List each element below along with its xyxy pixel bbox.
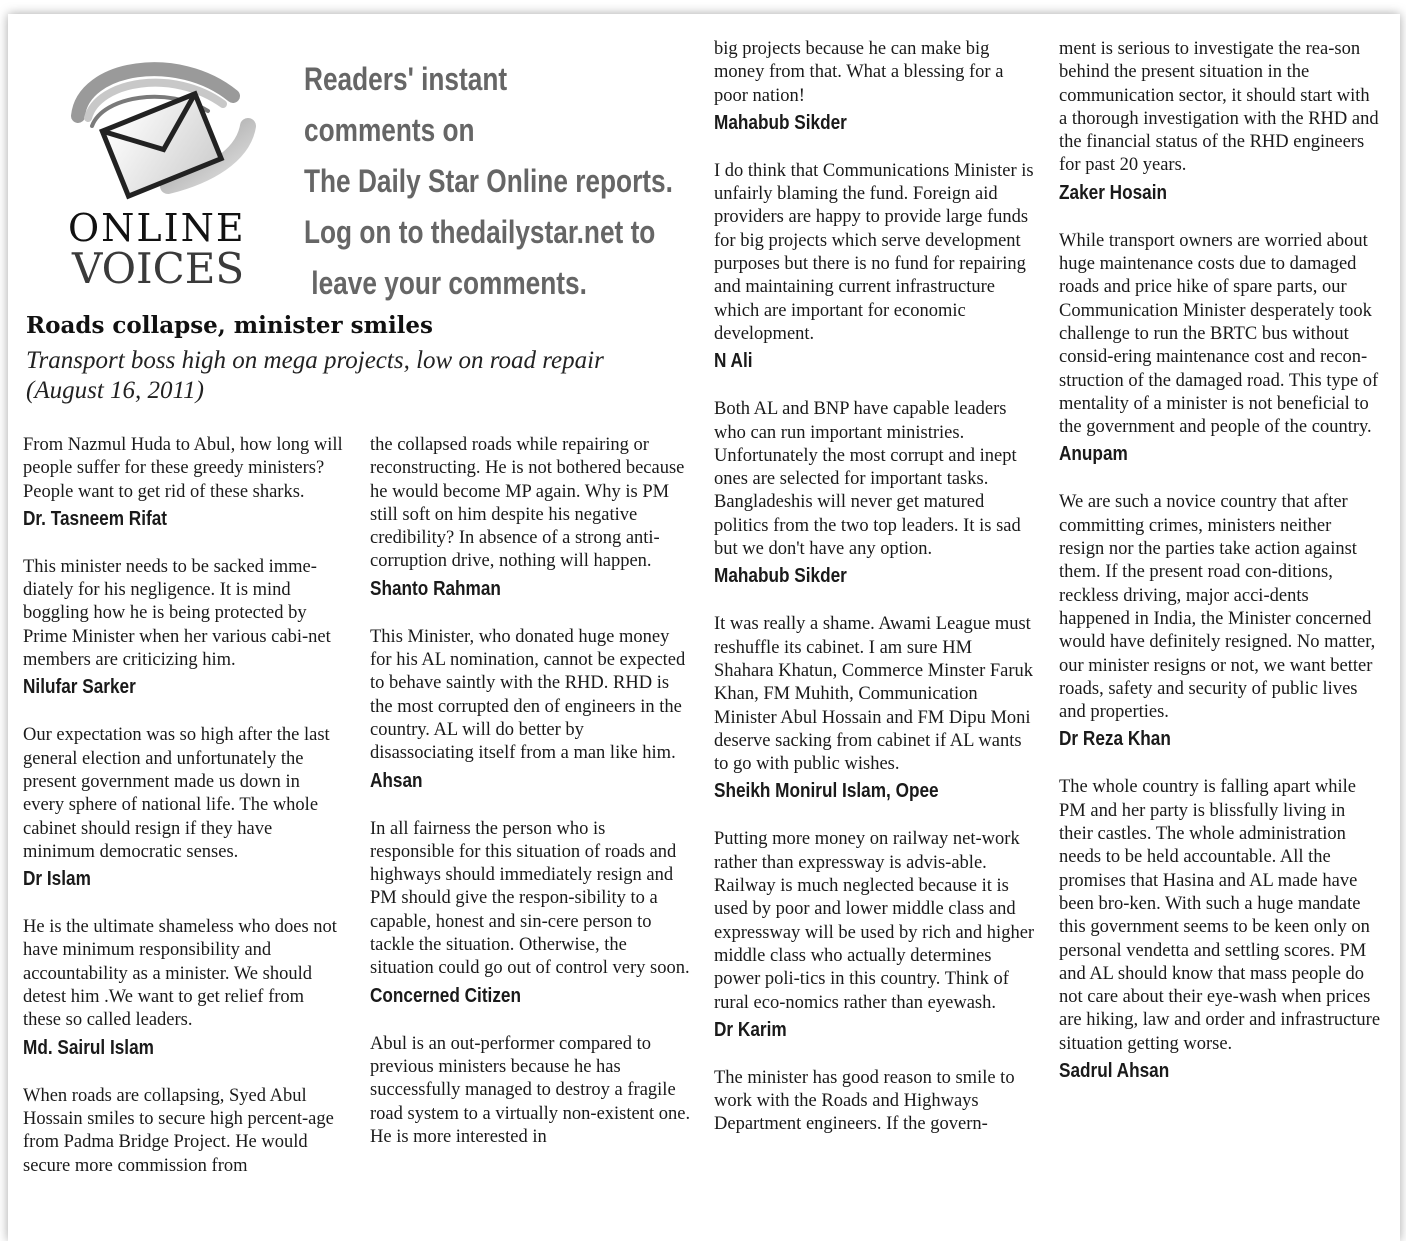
logo-wordmark-online: ONLINE — [68, 206, 246, 250]
comment-text: Both AL and BNP have capable leaders who can run important ministries. Unfortunately the most corrupt and inept ones are selected for important tasks. Bangladeshis will never get matured politics from the two top leaders. It is sad but we don't have any option. — [714, 399, 1021, 560]
comment-author: Dr Karim — [714, 1018, 787, 1041]
comment-column-4 — [1059, 38, 1381, 1084]
comment-author: N Ali — [714, 350, 753, 373]
comment-text: I do think that Communications Minister is unfairly blaming the fund. Foreign aid providers are happy to provide large funds for big projects which serve development purposes but there is no fund for repairing and maintaining current infrastructure which are important for economic development. — [714, 160, 1034, 344]
comment-text: big projects because he can make big money from that. What a blessing for a poor nation! — [714, 39, 1004, 106]
article-headline: Roads collapse, minister smiles — [26, 312, 434, 339]
comment-author: Dr. Tasneem Rifat — [23, 507, 168, 530]
promo-block — [304, 54, 673, 309]
comment-text: the collapsed roads while repairing or reconstructing. He is not bothered because he would become MP again. Why is PM still soft on him despite his negative credibility? In absence of a strong anti-corruption drive, nothing will happen. — [370, 435, 685, 572]
promo-line: Readers' instant — [304, 61, 508, 97]
promo-line: The Daily Star Online reports. — [304, 163, 673, 199]
comment-author: Mahabub Sikder — [714, 565, 847, 588]
envelope-swoosh-icon — [58, 56, 258, 216]
comment-text: This Minister, who donated huge money for his AL nomination, cannot be expected to behave saintly with the RHD. RHD is the most corrupted den of engineers in the country. AL will do better by disassociating itself from a man like him. — [370, 626, 686, 764]
comment-author: Mahabub Sikder — [714, 111, 847, 134]
comment-author: Sheikh Monirul Islam, Opee — [714, 780, 939, 803]
comment-column-1 — [23, 434, 345, 1178]
comment-author: Md. Sairul Islam — [23, 1036, 154, 1059]
promo-line: Log on to thedailystar.net to — [304, 214, 656, 250]
comment-author: Nilufar Sarker — [23, 676, 136, 699]
comment-text: The minister has good reason to smile to work with the Roads and Highways Department engineers. If the govern- — [714, 1067, 1015, 1135]
article-date: (August 16, 2011) — [26, 377, 204, 404]
comment-author: Shanto Rahman — [370, 577, 501, 600]
logo-wordmark-voices: VOICES — [72, 244, 245, 293]
newspaper-page — [8, 14, 1400, 1241]
article-subhead — [26, 346, 686, 406]
comment-text: Putting more money on railway net-work rather than expressway is advis-able. Railway is much neglected because it is used by poor and lower middle class and expressway will be used by rich and higher middle class who actually determines power poli-tics in this country. Think of rural eco-nomics rather than eyewash. — [714, 829, 1035, 1013]
comment-author: Dr Islam — [23, 868, 91, 891]
promo-line: leave your comments. — [304, 265, 587, 301]
comment-text: Abul is an out-performer compared to previous ministers because he has successfully managed to destroy a fragile road system to a virtually non-existent one. He is more interested in — [370, 1033, 691, 1147]
comment-author: Anupam — [1059, 443, 1128, 466]
comment-text: The whole country is falling apart while PM and her party is blissfully living in their castles. The whole administration needs to be held accountable. All the promises that Hasina and AL made have been bro-ken. With such a huge mandate this government seems to be keen only on personal vendetta and settling scores. PM and AL should know that mass people do not care about their eye-wash when prices are hiking, law and order and infrastructure situation getting worse. — [1059, 777, 1381, 1054]
subhead-text: Transport boss high on mega projects, low on road repair — [26, 347, 604, 374]
comment-author: Dr Reza Khan — [1059, 728, 1171, 751]
comment-text: While transport owners are worried about huge maintenance costs due to damaged roads and price hike of spare parts, our Communication Minister desperately took challenge to run the BRTC bus without consid-ering maintenance cost and recon-struction of the damaged road. This type of mentality of a minister is not beneficial to the government and people of the country. — [1059, 230, 1379, 438]
comment-text: When roads are collapsing, Syed Abul Hossain smiles to secure high percent-age from Padma Bridge Project. He would secure more commission from — [23, 1085, 334, 1176]
comment-text: In all fairness the person who is responsible for this situation of roads and highways should immediately resign and PM should give the respon-sibility to a capable, honest and sin-cere person to tackle the situation. Otherwise, the situation could go out of control very soon. — [370, 818, 690, 979]
comment-text: From Nazmul Huda to Abul, how long will people suffer for these greedy ministers? People want to get rid of these sharks. — [23, 435, 343, 502]
comment-author: Ahsan — [370, 769, 423, 792]
comment-text: We are such a novice country that after committing crimes, ministers neither resign nor the parties take action against them. If the present road con-ditions, reckless driving, major acci-dents happened in India, the Minister concerned would have definitely resigned. No matter, our minister resigns or not, we want better roads, safety and security of public lives and properties. — [1059, 492, 1376, 723]
comment-column-2 — [370, 434, 692, 1149]
comment-author: Sadrul Ahsan — [1059, 1059, 1170, 1082]
comment-text: He is the ultimate shameless who does not have minimum responsibility and accountability as a minister. We should detest him .We want to get relief from these so called leaders. — [23, 917, 337, 1031]
comment-text: Our expectation was so high after the last general election and unfortunately the present government made us down in every sphere of national life. The whole cabinet should resign if they have minimum democratic senses. — [23, 725, 330, 862]
comment-text: It was really a shame. Awami League must reshuffle its cabinet. I am sure HM Shahara Khatun, Commerce Minster Faruk Khan, FM Muhith, Communication Minister Abul Hossain and FM Dipu Moni deserve sacking from cabinet if AL wants to go with public wishes. — [714, 614, 1034, 775]
comment-author: Zaker Hosain — [1059, 181, 1168, 204]
comment-column-3 — [714, 38, 1036, 1137]
comment-text: ment is serious to investigate the rea-son behind the present situation in the communication sector, it should start with a thorough investigation with the RHD and the financial status of the RHD engineers for past 20 years. — [1059, 39, 1379, 176]
promo-line: comments on — [304, 112, 475, 148]
comment-author: Concerned Citizen — [370, 984, 521, 1007]
comment-text: This minister needs to be sacked imme-diately for his negligence. It is mind boggling how he is being protected by Prime Minister when her various cabi-net members are criticizing him. — [23, 556, 331, 671]
